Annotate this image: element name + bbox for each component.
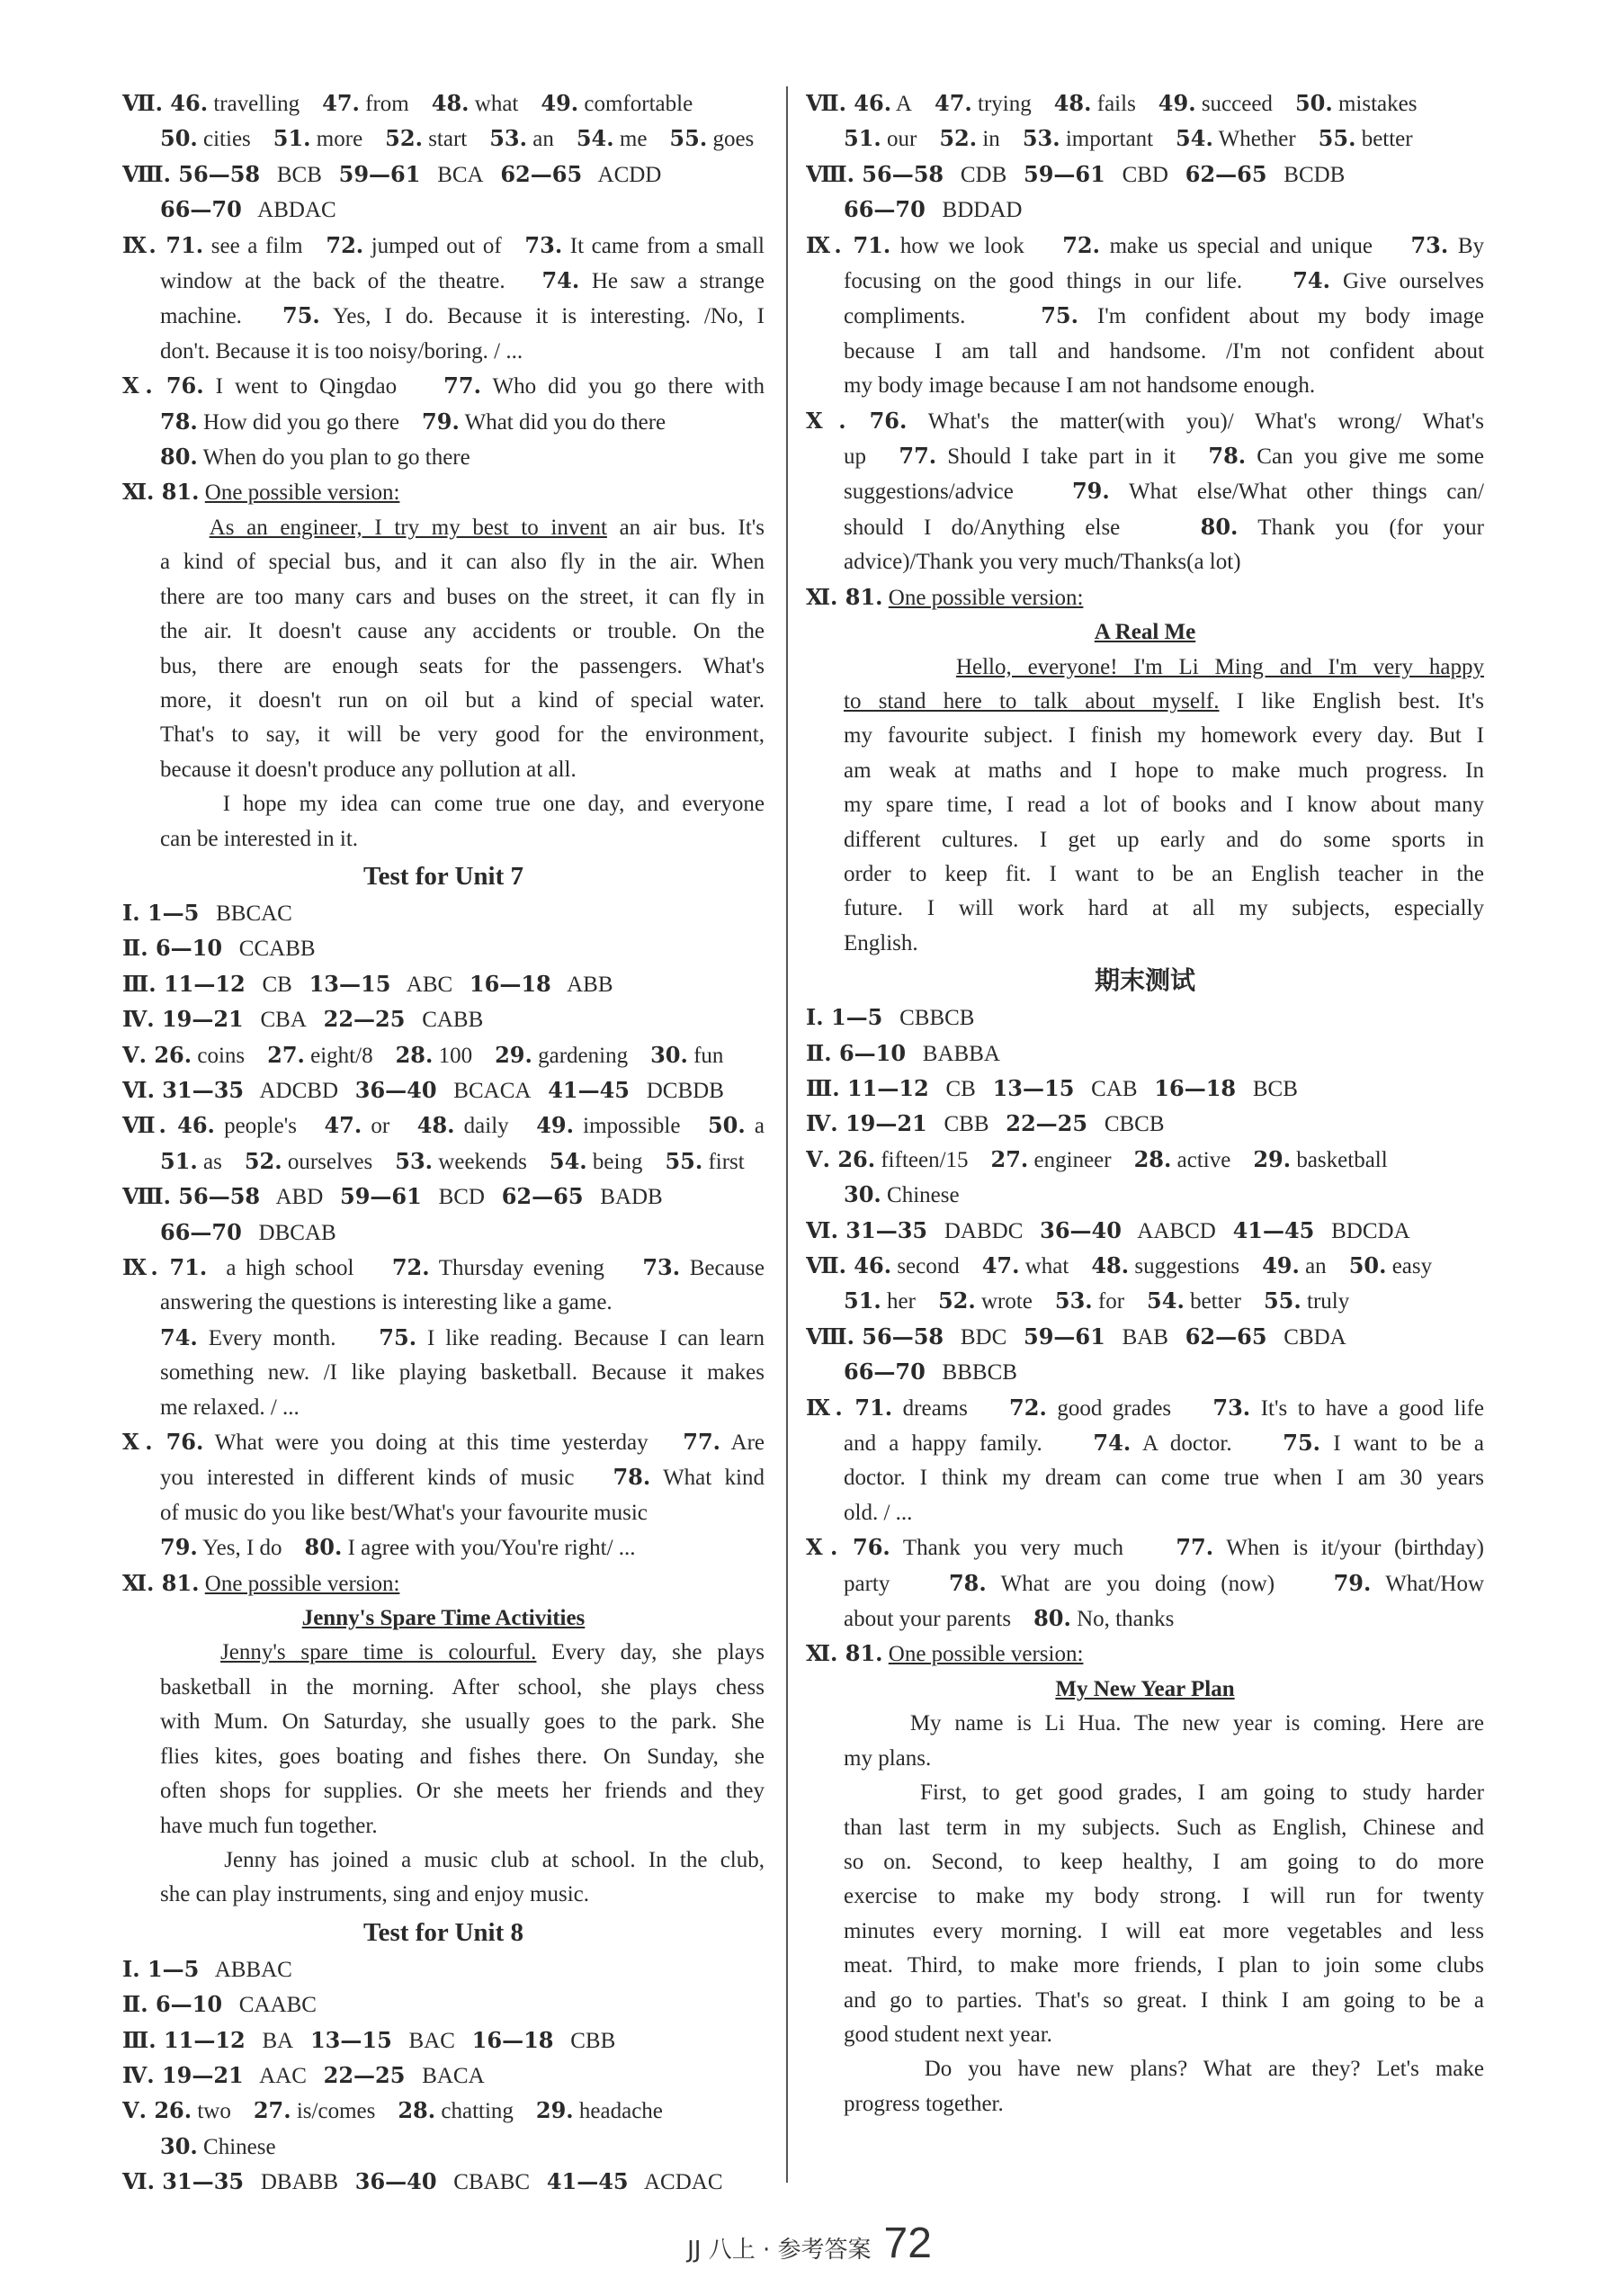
answer-line: and go to parties. That's so great. I think I am going to be a [844, 1987, 1484, 2013]
answer-line: often shops for supplies. Or she meets her friends and they [160, 1779, 765, 1804]
answer-line: party 78. What are you doing (now) 79. What/How [844, 1569, 1484, 1596]
answer-line: because it doesn't produce any pollution at all. [160, 757, 577, 782]
page-footer [0, 2219, 1619, 2268]
answer-line: Ⅺ. 81. One possible version: [122, 479, 400, 506]
answer-line: have much fun together. [160, 1813, 378, 1838]
answer-line: me relaxed. / ... [160, 1395, 300, 1420]
section-title: A Real Me [1094, 620, 1196, 645]
answer-line: Ⅳ. 19—21 CBB 22—25 CBCB [806, 1110, 1165, 1137]
answer-line: than last term in my subjects. Such as English, Chinese and [844, 1815, 1484, 1840]
answer-line: you interested in different kinds of music 78. What kind [160, 1464, 765, 1491]
answer-line: Ⅲ. 11—12 CB 13—15 CAB 16—18 BCB [806, 1074, 1298, 1101]
answer-line: That's to say, it will be very good for the environment, [160, 722, 765, 748]
answer-line: my body image because I am not handsome enough. [844, 373, 1316, 399]
section-title: Jenny's Spare Time Activities [301, 1606, 586, 1631]
answer-line: Ⅸ. 71. how we look 72. make us special and unique 73. By [806, 231, 1484, 258]
answer-line: Ⅶ. 46. people's 47. or 48. daily 49. impossible 50. a [122, 1112, 765, 1139]
left-column [122, 86, 765, 2201]
answer-line: Jenny's spare time is colourful. Every day, she plays [220, 1640, 765, 1665]
answer-line: my favourite subject. I finish my homework every day. But I [844, 723, 1484, 749]
answer-line: Ⅵ. 31—35 ADCBD 36—40 BCACA 41—45 DCBDB [122, 1076, 724, 1103]
answer-line: 66—70 ABDAC [160, 196, 336, 223]
answer-line: machine. 75. Yes, I do. Because it is interesting. /No, I [160, 302, 765, 329]
answer-line: to stand here to talk about myself. I like English best. It's [844, 688, 1484, 713]
answer-line: minutes every morning. I will eat more vegetables and less [844, 1918, 1484, 1943]
answer-line: 74. Every month. 75. I like reading. Because I can learn [160, 1323, 765, 1350]
answer-line: Ⅷ. 56—58 ABD 59—61 BCD 62—65 BADB [122, 1183, 663, 1210]
answer-line: Ⅰ. 1—5 BBCAC [122, 899, 292, 926]
answer-line: 30. Chinese [844, 1181, 960, 1208]
section-title: Test for Unit 7 [362, 861, 524, 891]
answer-line: Ⅱ. 6—10 CAABC [122, 1991, 317, 2018]
answer-line: window at the back of the theatre. 74. He saw a strange [160, 267, 765, 294]
answer-line: My name is Li Hua. The new year is coming. Here are [844, 1711, 1484, 1736]
answer-line: Ⅷ. 56—58 BDC 59—61 BAB 62—65 CBDA [806, 1323, 1346, 1350]
answer-line: Ⅸ. 71. dreams 72. good grades 73. It's to have a good life [806, 1394, 1484, 1421]
answer-line: 50. cities 51. more 52. start 53. an 54. me 55. goes [160, 125, 755, 152]
answer-line: suggestions/advice 79. What else/What other things can/ [844, 478, 1484, 505]
section-title: Test for Unit 8 [362, 1917, 524, 1947]
answer-line: Ⅶ. 46. travelling 47. from 48. what 49. comfortable [122, 90, 693, 116]
section-title: 期末测试 [1094, 965, 1195, 996]
answer-line: she can play instruments, sing and enjoy music. [160, 1882, 590, 1907]
answer-line: Ⅲ. 11—12 BA 13—15 BAC 16—18 CBB [122, 2026, 616, 2053]
answer-line: more, it doesn't run on oil but a kind of special water. [160, 687, 765, 713]
answer-line: Ⅰ. 1—5 ABBAC [122, 1955, 292, 1982]
answer-line: 66—70 DBCAB [160, 1218, 336, 1245]
answer-line: Ⅹ. 76. What were you doing at this time yesterday 77. Are [122, 1429, 765, 1456]
answer-line: 30. Chinese [160, 2132, 276, 2159]
answer-line: about your parents 80. No, thanks [844, 1605, 1175, 1632]
answer-line: good student next year. [844, 2022, 1052, 2047]
answer-line: am weak at maths and I hope to make much progress. In [844, 758, 1484, 783]
answer-line: 80. When do you plan to go there [160, 444, 470, 471]
answer-line: different cultures. I get up early and do some sports in [844, 827, 1484, 852]
answer-line: Ⅹ. 76. I went to Qingdao 77. Who did you go there with [122, 372, 765, 399]
answer-line: Ⅴ. 26. coins 27. eight/8 28. 100 29. gardening 30. fun [122, 1041, 724, 1068]
section-title: My New Year Plan [1055, 1676, 1235, 1701]
answer-line: Ⅳ. 19—21 AAC 22—25 BACA [122, 2061, 485, 2088]
answer-line: Ⅱ. 6—10 CCABB [122, 935, 316, 962]
answer-line: Ⅴ. 26. fifteen/15 27. engineer 28. active 29. basketball [806, 1145, 1388, 1172]
answer-line: Ⅷ. 56—58 BCB 59—61 BCA 62—65 ACDD [122, 160, 662, 187]
answer-line: English. [844, 930, 918, 955]
answer-line: Ⅶ. 46. second 47. what 48. suggestions 49. an 50. easy [806, 1252, 1433, 1278]
answer-line: meat. Third, to make more friends, I plan to join some clubs [844, 1953, 1484, 1978]
answer-line: advice)/Thank you very much/Thanks(a lot) [844, 550, 1241, 575]
answer-line: Ⅹ. 76. Thank you very much 77. When is it/your (birthday) [806, 1534, 1484, 1561]
answer-line: 51. as 52. ourselves 53. weekends 54. being 55. first [160, 1147, 745, 1174]
answer-line: a kind of special bus, and it can also fly in the air. When [160, 550, 765, 575]
answer-line: my plans. [844, 1745, 932, 1771]
answer-line: Jenny has joined a music club at school. In the club, [160, 1847, 765, 1872]
answer-line: because I am tall and handsome. /I'm not confident about [844, 338, 1484, 363]
answer-line: exercise to make my body strong. I will run for twenty [844, 1884, 1484, 1909]
answer-line: Ⅹ. 76. What's the matter(with you)/ What's wrong/ What's [806, 407, 1484, 434]
answer-line: Ⅺ. 81. One possible version: [806, 1640, 1084, 1667]
answer-line: compliments. 75. I'm confident about my body image [844, 302, 1484, 329]
answer-line: Ⅸ. 71. a high school 72. Thursday evening 73. Because [122, 1254, 765, 1280]
answer-line: Ⅷ. 56—58 CDB 59—61 CBD 62—65 BCDB [806, 160, 1346, 187]
answer-line: doctor. I think my dream can come true when I am 30 years [844, 1466, 1484, 1491]
answer-line: up 77. Should I take part in it 78. Can you give me some [844, 443, 1484, 470]
answer-line: don't. Because it is too noisy/boring. / ... [160, 338, 523, 363]
answer-line: 66—70 BDDAD [844, 196, 1023, 223]
answer-line: the air. It doesn't cause any accidents or trouble. On the [160, 619, 765, 644]
answer-line: Ⅵ. 31—35 DABDC 36—40 AABCD 41—45 BDCDA [806, 1216, 1410, 1243]
answer-line: can be interested in it. [160, 826, 359, 851]
answer-line: 78. How did you go there 79. What did you do there [160, 408, 666, 435]
answer-line: with Mum. On Saturday, she usually goes to the park. She [160, 1709, 765, 1735]
answer-line: First, to get good grades, I am going to study harder [844, 1780, 1484, 1806]
answer-line: Ⅺ. 81. One possible version: [806, 583, 1084, 610]
answer-line: Ⅱ. 6—10 BABBA [806, 1039, 1000, 1066]
answer-line: Ⅸ. 71. see a film 72. jumped out of 73. It came from a small [122, 231, 765, 258]
answer-line: Ⅴ. 26. two 27. is/comes 28. chatting 29. headache [122, 2097, 663, 2124]
answer-line: basketball in the morning. After school, she plays chess [160, 1674, 765, 1700]
answer-line: 79. Yes, I do 80. I agree with you/You're right/ ... [160, 1534, 636, 1561]
answer-line: bus, there are enough seats for the passengers. What's [160, 653, 765, 678]
answer-line: future. I will work hard at all my subjects, especially [844, 896, 1484, 921]
answer-line: my spare time, I read a lot of books and I know about many [844, 793, 1484, 818]
answer-line: As an engineer, I try my best to invent an air bus. It's [209, 515, 765, 540]
answer-line: should I do/Anything else 80. Thank you (for your [844, 513, 1484, 540]
answer-line: Ⅶ. 46. A 47. trying 48. fails 49. succeed 50. mistakes [806, 90, 1418, 116]
answer-line: old. / ... [844, 1500, 913, 1525]
answer-line: there are too many cars and buses on the street, it can fly in [160, 584, 765, 609]
answer-line: Ⅰ. 1—5 CBBCB [806, 1004, 975, 1031]
answer-line: something new. /I like playing basketball. Because it makes [160, 1360, 765, 1386]
answer-line: answering the questions is interesting like a game. [160, 1290, 613, 1315]
answer-line: focusing on the good things in our life. 74. Give ourselves [844, 267, 1484, 294]
answer-line: order to keep fit. I want to be an English teacher in the [844, 861, 1484, 886]
answer-line: flies kites, goes boating and fishes there. On Sunday, she [160, 1744, 765, 1769]
column-divider [786, 86, 788, 2183]
answer-line: Ⅲ. 11—12 CB 13—15 ABC 16—18 ABB [122, 970, 613, 997]
answer-line: progress together. [844, 2091, 1004, 2116]
answer-line: Do you have new plans? What are they? Let's make [844, 2057, 1484, 2082]
answer-line: 51. her 52. wrote 53. for 54. better 55. truly [844, 1287, 1350, 1314]
answer-line: Ⅵ. 31—35 DBABB 36—40 CBABC 41—45 ACDAC [122, 2168, 723, 2195]
page-number: 72 [883, 2220, 932, 2267]
footer-label: JJ 八上 · 参考答案 [687, 2237, 872, 2264]
right-column [806, 86, 1484, 2121]
answer-line: Hello, everyone! I'm Li Ming and I'm very happy [955, 654, 1484, 679]
answer-line: 51. our 52. in 53. important 54. Whether 55. better [844, 125, 1413, 152]
answer-line: I hope my idea can come true one day, and everyone [160, 792, 765, 817]
answer-line: of music do you like best/What's your favourite music [160, 1500, 648, 1525]
answer-line: and a happy family. 74. A doctor. 75. I want to be a [844, 1430, 1484, 1457]
answer-line: 66—70 BBBCB [844, 1359, 1017, 1386]
answer-line: Ⅺ. 81. One possible version: [122, 1569, 400, 1596]
answer-line: Ⅳ. 19—21 CBA 22—25 CABB [122, 1006, 484, 1033]
answer-line: so on. Second, to keep healthy, I am going to do more [844, 1849, 1484, 1874]
